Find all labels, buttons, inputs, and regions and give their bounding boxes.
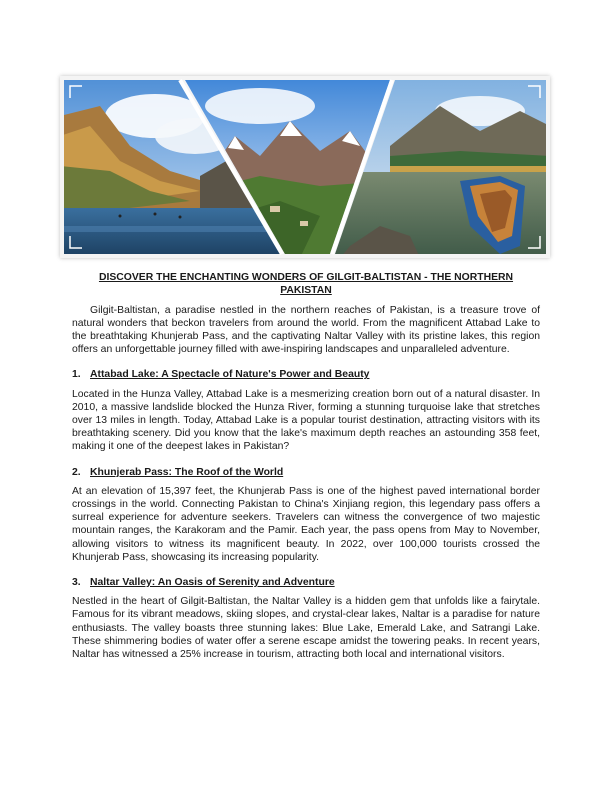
header-banner-image: [60, 76, 550, 258]
section-heading-text: Naltar Valley: An Oasis of Serenity and Adventure: [90, 577, 335, 589]
section-number: 3.: [72, 577, 81, 589]
section-body-naltar: Nestled in the heart of Gilgit-Baltistan, the Naltar Valley is a hidden gem that unfolds like a fairytale. Famous for its vibrant meadows, skiing slopes, and crystal-clear lakes, Naltar is a paradise for nature enthusiasts. The valley boasts three stunning lakes: Blue Lake, Emerald Lake, and Satrangi Lake. These shimmering bodies of water offer a serene escape amidst the towering peaks. In recent years, Naltar has witnessed a 25% increase in tourism, attracting both local and international visitors.: [72, 596, 540, 661]
section-body-khunjerab: At an elevation of 15,397 feet, the Khunjerab Pass is one of the highest paved international border crossings in the world. Connecting Pakistan to China's Xinjiang region, this legendary pass offers a surreal experience for adventure seekers. Travelers can witness the convergence of two majestic mountain ranges, the Karakoram and the Pamir. Each year, the pass opens from May to November, allowing visitors to witness its magnificent beauty. In 2022, over 100,000 tourists crossed the Khunjerab Pass, showcasing its increasing popularity.: [72, 485, 540, 563]
section-number: 1.: [72, 369, 81, 381]
section-body-attabad: Located in the Hunza Valley, Attabad Lake is a mesmerizing creation born out of a natural disaster. In 2010, a massive landslide blocked the Hunza River, forming a stunning turquoise lake that stretches over 13 miles in length. Today, Attabad Lake is a popular tourist destination, attracting visitors with its breathtaking scenery. Did you know that the lake's maximum depth reaches an astounding 358 feet, making it one of the deepest lakes in Pakistan?: [72, 388, 540, 453]
section-heading-khunjerab: [72, 466, 540, 479]
section-heading-text: Khunjerab Pass: The Roof of the World: [90, 466, 284, 478]
document-title: DISCOVER THE ENCHANTING WONDERS OF GILGIT-BALTISTAN - THE NORTHERN PAKISTAN: [98, 272, 514, 296]
section-heading-naltar: [72, 576, 540, 589]
intro-paragraph: Gilgit-Baltistan, a paradise nestled in the northern reaches of Pakistan, is a treasure trove of natural wonders that beckon travelers from around the world. From the magnificent Attabad Lake to the breathtaking Khunjerab Pass, and the captivating Naltar Valley with its pristine lakes, this region offers an unforgettable journey filled with awe-inspiring landscapes and unparalleled adventure.: [72, 304, 540, 356]
landscape-collage: [60, 76, 550, 258]
section-number: 2.: [72, 466, 81, 478]
article-body: [72, 272, 540, 661]
section-heading-attabad: [72, 368, 540, 381]
section-heading-text: Attabad Lake: A Spectacle of Nature's Power and Beauty: [90, 369, 370, 381]
